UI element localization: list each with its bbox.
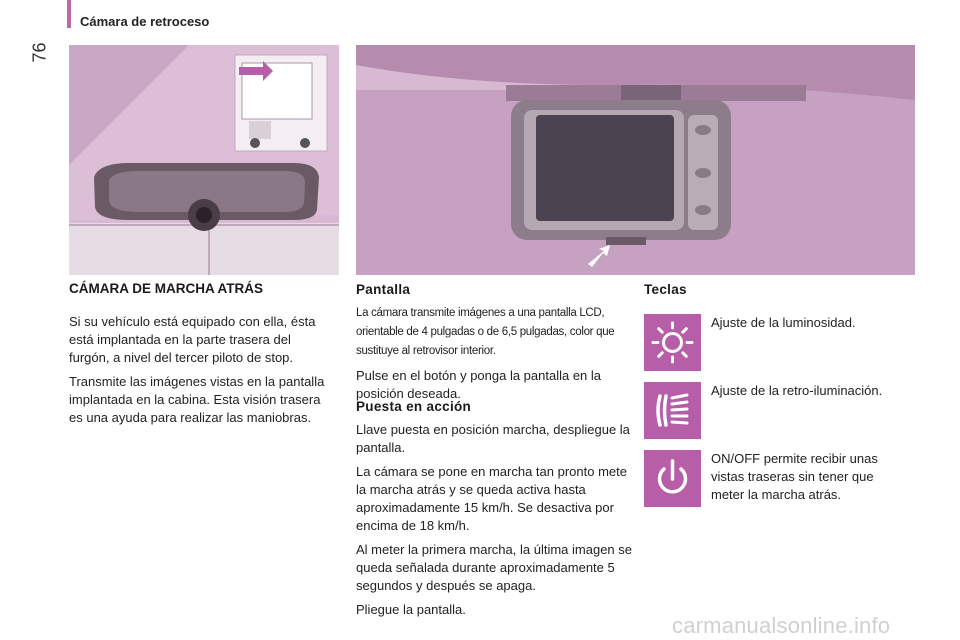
puesta-text xyxy=(356,421,632,625)
puesta-paragraph: Al meter la primera marcha, la última imagen se queda señalada durante aproximadamente 5 segundos y después se apaga. xyxy=(356,542,632,593)
section-title: Cámara de retroceso xyxy=(80,14,210,29)
intro-text xyxy=(69,313,331,433)
brightness-icon xyxy=(644,314,701,371)
watermark: carmanualsonline.info xyxy=(672,613,891,638)
pantalla-text xyxy=(356,304,628,409)
backlight-icon xyxy=(644,382,701,439)
pantalla-small-paragraph: La cámara transmite imágenes a una pantalla LCD, orientable de 4 pulgadas o de 6,5 pulgadas, color que sustituye al retrovisor interior. xyxy=(356,307,615,357)
power-description: ON/OFF permite recibir unas vistas traseras sin tener que meter la marcha atrás. xyxy=(711,451,878,502)
backlight-description: Ajuste de la retro-iluminación. xyxy=(711,383,883,398)
puesta-paragraph: La cámara se pone en marcha tan pronto mete la marcha atrás y se queda activa hasta aproximadamente 15 km/h. Se desactiva por encima de 18 km/h. xyxy=(356,464,627,533)
intro-paragraph: Transmite las imágenes vistas en la pantalla implantada en la cabina. Esta visión trasera es una ayuda para realizar las maniobras. xyxy=(69,374,325,425)
camera-heading: CÁMARA DE MARCHA ATRÁS xyxy=(69,281,263,296)
puesta-paragraph: Pliegue la pantalla. xyxy=(356,602,466,617)
pantalla-heading: Pantalla xyxy=(356,282,411,297)
screen-photo xyxy=(356,45,915,275)
rear-camera-photo xyxy=(69,45,339,275)
section-marker-bar xyxy=(67,0,71,28)
power-icon xyxy=(644,450,701,507)
puesta-paragraph: Llave puesta en posición marcha, despliegue la pantalla. xyxy=(356,422,630,455)
brightness-description: Ajuste de la luminosidad. xyxy=(711,315,856,330)
pantalla-paragraph: Pulse en el botón y ponga la pantalla en la posición deseada. xyxy=(356,368,602,401)
intro-paragraph: Si su vehículo está equipado con ella, ésta está implantada en la parte trasera del furgón, a nivel del tercer piloto de stop. xyxy=(69,314,316,365)
puesta-heading: Puesta en acción xyxy=(356,399,472,414)
page-number: 76 xyxy=(29,42,50,63)
teclas-heading: Teclas xyxy=(644,282,687,297)
